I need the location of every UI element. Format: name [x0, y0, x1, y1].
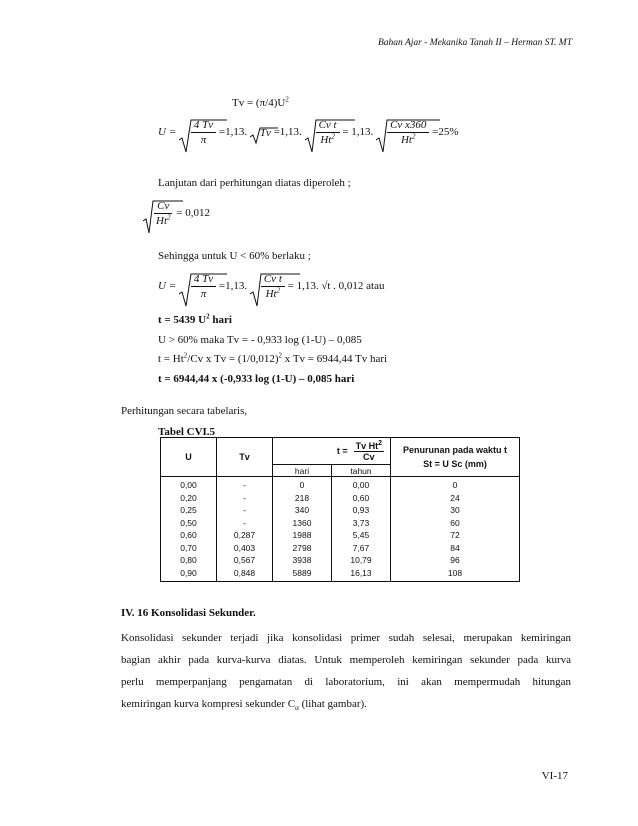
header-hari: hari: [273, 465, 332, 477]
table-cell-tv: -: [243, 492, 246, 503]
table-cell-hari: 0: [299, 480, 305, 490]
equation-t-ht: $t = Ht^2/Cv$ x $Tv = (1/0,012)^2$ x Tv = 6944,44 Tv hari: [158, 351, 388, 365]
header-tv: Tv: [217, 438, 273, 477]
equation-cv-ht: $\frac{Cv}{Ht^2}$ = 0,012: [143, 199, 210, 228]
table-cell-u: 0,90: [180, 567, 197, 578]
table-cell-hari: 5889: [292, 567, 312, 578]
table-cell-u: 0,50: [180, 517, 197, 528]
header-tahun: tahun: [332, 465, 391, 477]
table-cell-tv: 0,848: [233, 567, 256, 578]
table-cell-tv: 0,567: [233, 555, 256, 565]
equation-u-lt60: U = $\frac{4 Tv}{\pi}$ =1,13. $\frac{\text{Cv t}}{Ht^2}$ = 1,13. √t . 0,012 atau: [158, 272, 385, 301]
table-cell-tv: -: [243, 505, 246, 515]
table-cell-tv: 0,403: [233, 542, 256, 553]
table-cell-tahun: 10,79: [350, 555, 372, 565]
table-cell-hari: 1360: [292, 517, 312, 528]
equation-tv: $Tv = (\pi/4)U^2$: [232, 95, 289, 109]
table-caption: Tabel CVI.5: [158, 426, 216, 438]
header-t: t = $\frac{Tv Ht^2}{Cv}$: [273, 438, 391, 465]
table-cell-st: 96: [450, 555, 460, 565]
page-header: Bahan Ajar - Mekanika Tanah II – Herman ST. MT: [377, 38, 572, 48]
table-cell-tv: 0,287: [233, 530, 256, 540]
table-cell-st: 72: [450, 530, 460, 540]
table-cell-u: 0,80: [180, 555, 197, 565]
text-perhitungan: Perhitungan secara tabelaris,: [121, 405, 248, 417]
header-penurunan: Penurunan pada waktu t St = U Sc (mm): [391, 438, 520, 477]
page-number: VI-17: [541, 770, 568, 782]
col-u: [161, 477, 217, 582]
table-cell-u: 0,70: [180, 542, 197, 553]
table-cell-u: 0,20: [180, 492, 197, 503]
table-cell-hari: 3938: [292, 555, 312, 565]
table-cell-tahun: 3,73: [352, 517, 370, 528]
table-cell-hari: 340: [294, 505, 310, 515]
section-title: IV. 16 Konsolidasi Sekunder.: [121, 607, 256, 619]
col-st: [391, 477, 520, 582]
consolidation-table: [160, 437, 520, 582]
col-hari: [273, 477, 332, 582]
table-cell-tv: -: [243, 517, 246, 528]
table-cell-u: 0,00: [180, 480, 197, 490]
table-cell-tv: -: [243, 480, 246, 490]
table-cell-st: 30: [450, 505, 460, 515]
table-cell-st: 108: [447, 567, 463, 578]
equation-t-6944: t = 6944,44 x (-0,933 log (1-U) – 0,085 hari: [158, 373, 355, 385]
table-cell-u: 0,25: [180, 505, 197, 515]
table-cell-tahun: 16,13: [350, 567, 372, 578]
table-cell-tahun: 0,00: [352, 480, 370, 490]
col-tahun: [332, 477, 391, 582]
section-paragraph: Konsolidasi sekunder terjadi jika konsolidasi primer sudah selesai, merupakan kemiringan bagian akhir pada kurva-kurva diatas. Untuk memperoleh kemiringan sekunder pada kurva perlu memperpanjang pengamatan di laboratorium, ini akan mempermudah hitungan kemiringan kurva kompresi sekunder $C_\alpha$ (lihat gambar).: [121, 632, 571, 713]
col-tv: [217, 477, 273, 582]
equation-t-5439: t = 5439 $U^2$ hari: [158, 312, 232, 326]
text-lanjutan: Lanjutan dari perhitungan diatas diperoleh ;: [158, 177, 351, 189]
table-cell-tahun: 0,60: [352, 492, 370, 503]
equation-u-full: U = $\frac{4 Tv}{\pi}$ =1,13. Tv =1,13. $\frac{\text{Cv t}}{Ht^2}$ = 1,13. $\frac{\text{Cv x360}}{Ht^2}$ =25%: [158, 118, 459, 147]
table-cell-st: 60: [450, 517, 460, 528]
table-cell-hari: 2798: [292, 542, 312, 553]
table-cell-st: 24: [450, 492, 460, 503]
table-cell-st: 0: [452, 480, 458, 490]
header-u: U: [161, 438, 217, 477]
table-cell-hari: 1988: [292, 530, 312, 540]
table-cell-st: 84: [450, 542, 460, 553]
table-cell-tahun: 0,93: [352, 505, 370, 515]
table-cell-tahun: 5,45: [352, 530, 370, 540]
text-sehingga: Sehingga untuk U < 60% berlaku ;: [158, 250, 311, 262]
table-cell-tahun: 7,67: [352, 542, 370, 553]
table-cell-hari: 218: [294, 492, 310, 503]
table-cell-u: 0,60: [180, 530, 197, 540]
equation-u-gt60: U > 60% maka Tv = - 0,933 log (1-U) – 0,085: [158, 334, 362, 346]
